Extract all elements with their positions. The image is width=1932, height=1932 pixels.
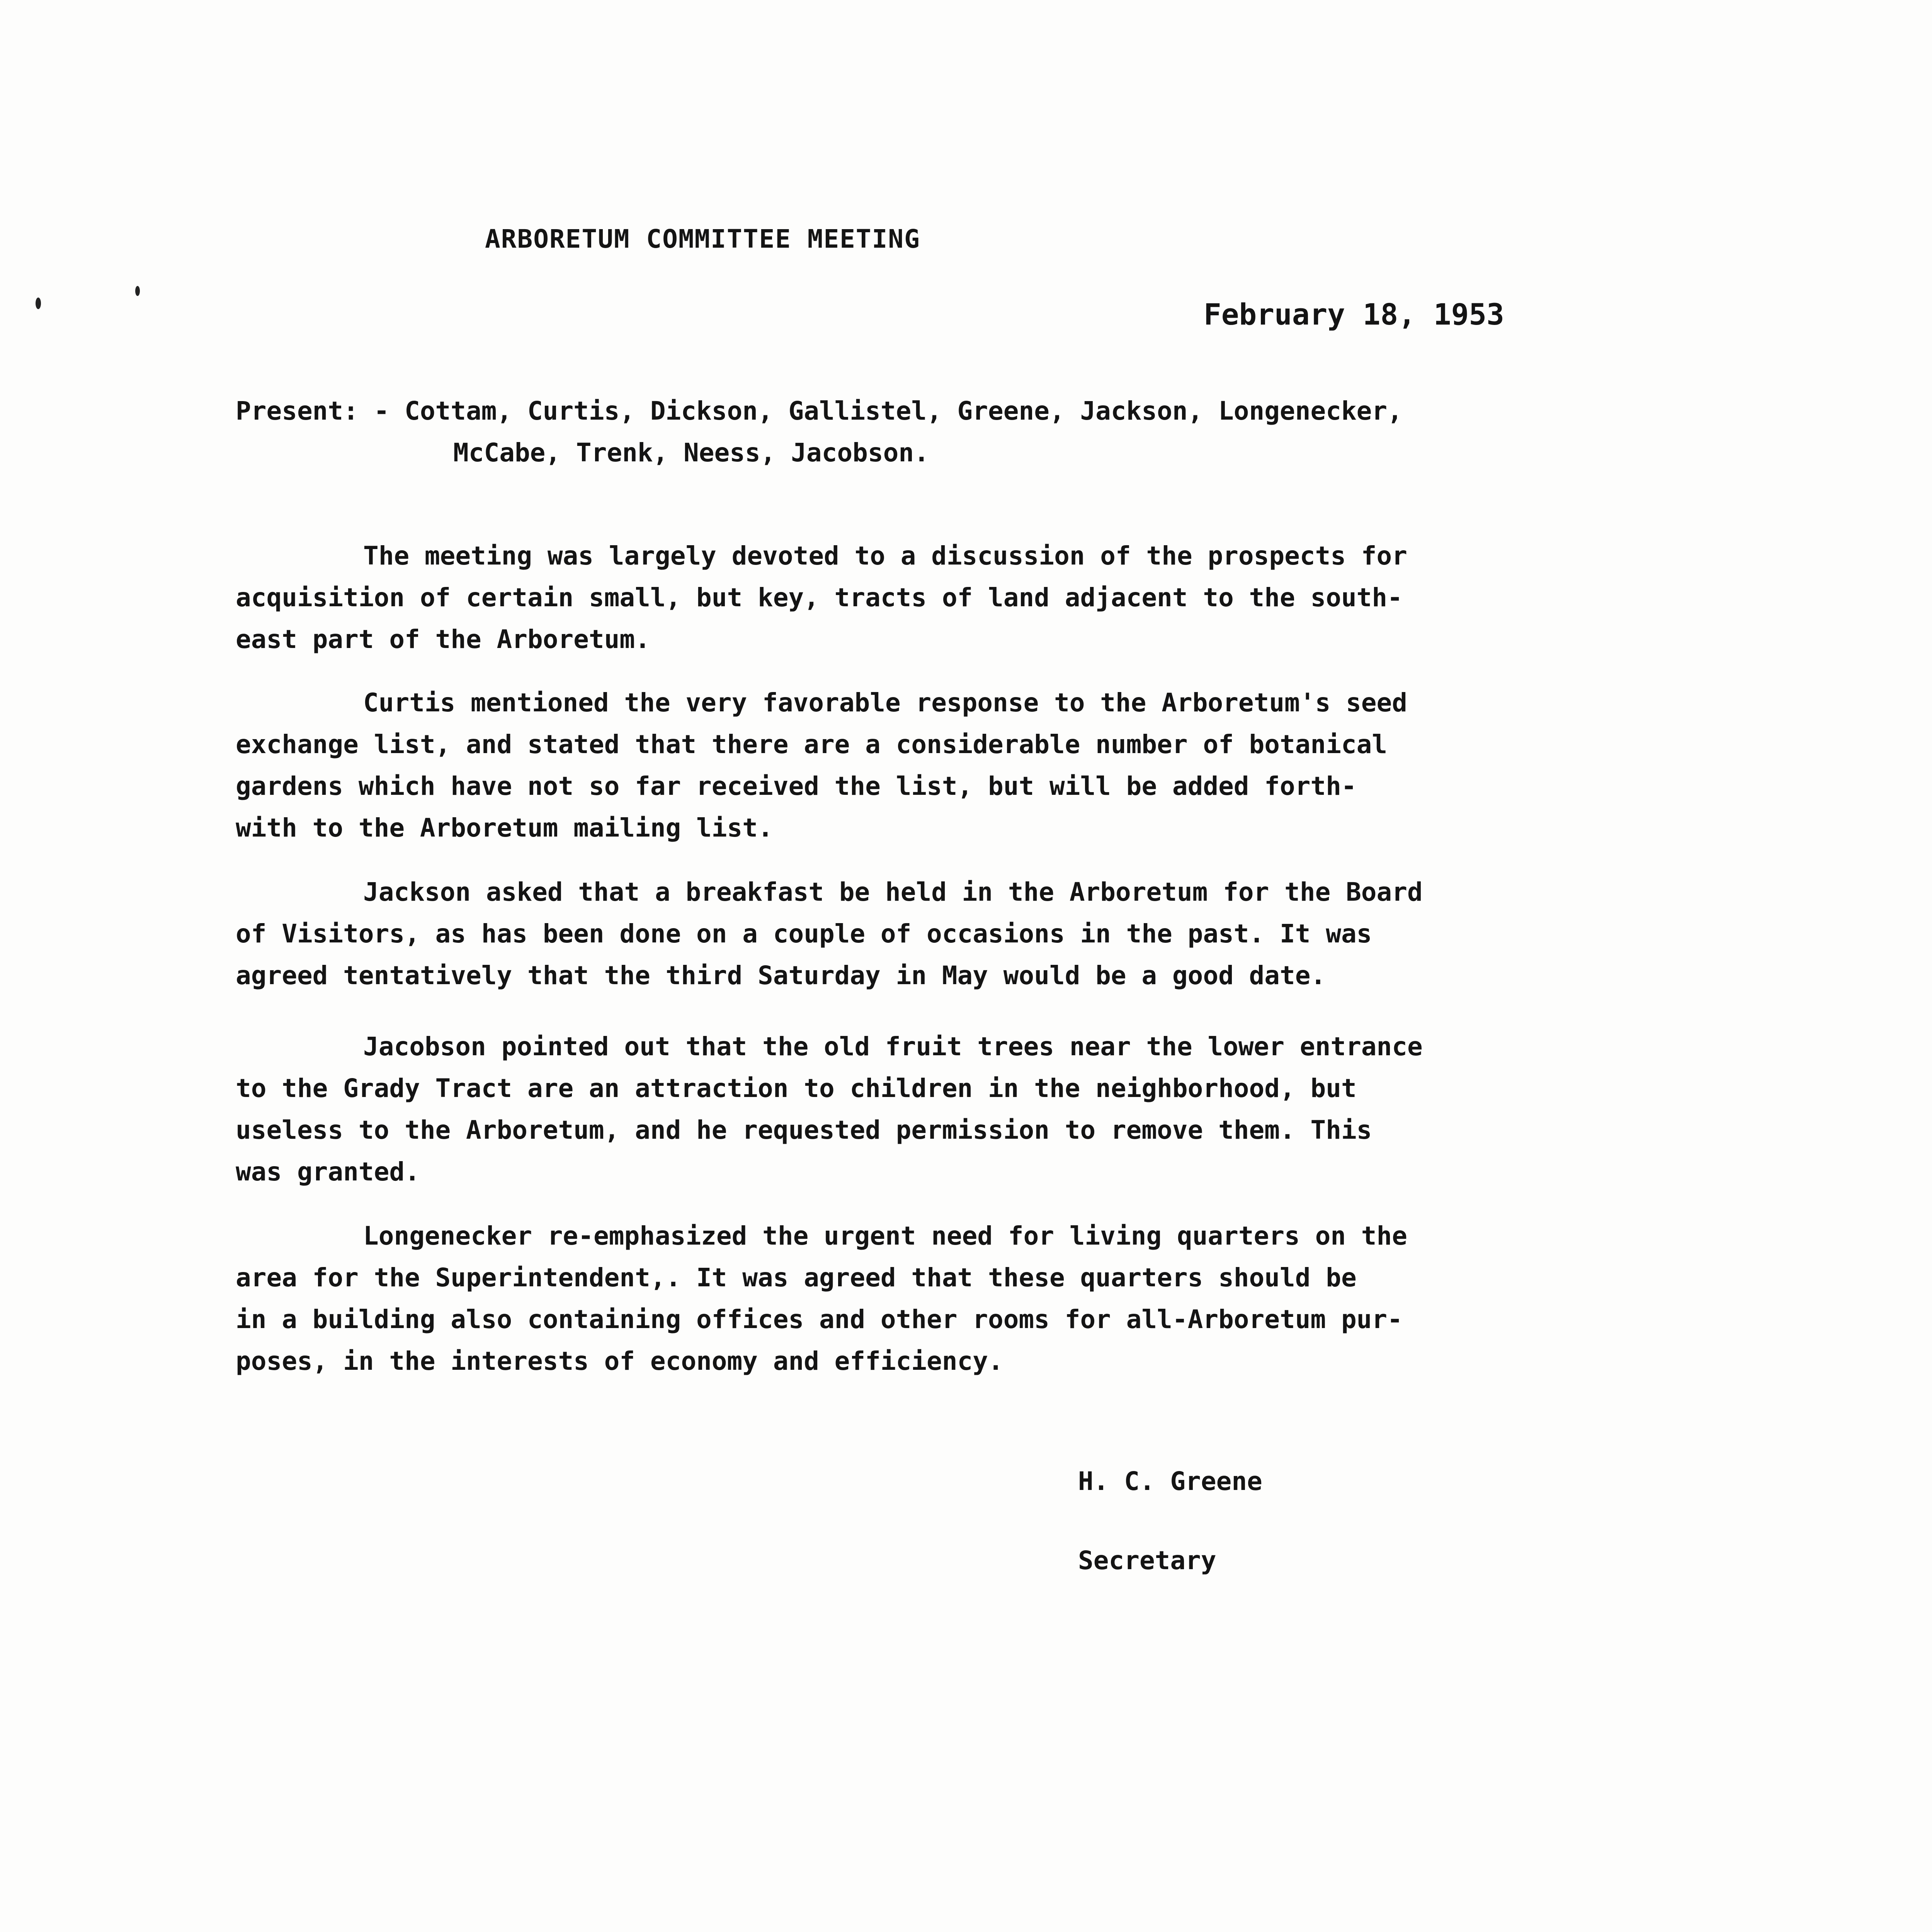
text-line: east part of the Arboretum.	[236, 624, 650, 654]
text-line: Longenecker re-emphasized the urgent need for living quarters on the	[363, 1221, 1408, 1251]
text-line: agreed tentatively that the third Saturday in May would be a good date.	[236, 961, 1326, 990]
minutes-paragraph	[236, 1215, 1712, 1382]
text-line: was granted.	[236, 1157, 420, 1187]
minutes-paragraph	[236, 871, 1712, 997]
minutes-paragraph	[236, 535, 1712, 660]
minutes-paragraph	[236, 682, 1712, 849]
minutes-paragraph	[236, 1026, 1712, 1193]
text-line: useless to the Arboretum, and he requested permission to remove them. This	[236, 1115, 1372, 1145]
text-line: area for the Superintendent,. It was agreed that these quarters should be	[236, 1263, 1357, 1293]
text-line: of Visitors, as has been done on a couple of occasions in the past. It was	[236, 919, 1372, 949]
text-line: to the Grady Tract are an attraction to children in the neighborhood, but	[236, 1073, 1357, 1103]
attendees-list	[236, 390, 1743, 474]
text-line: with to the Arboretum mailing list.	[236, 813, 773, 843]
text-line: gardens which have not so far received the list, but will be added forth-	[236, 771, 1357, 801]
attendees-line: McCabe, Trenk, Neess, Jacobson.	[453, 438, 929, 468]
text-line: acquisition of certain small, but key, tracts of land adjacent to the south-	[236, 583, 1403, 612]
text-line: in a building also containing offices and other rooms for all-Arboretum pur-	[236, 1304, 1403, 1334]
signature-title: Secretary	[1078, 1546, 1216, 1575]
scan-speck	[135, 286, 140, 296]
text-line: Jackson asked that a breakfast be held in the Arboretum for the Board	[363, 877, 1423, 907]
scan-speck	[36, 298, 41, 309]
text-line: poses, in the interests of economy and efficiency.	[236, 1346, 1003, 1376]
meeting-date: February 18, 1953	[1204, 297, 1504, 332]
text-line: The meeting was largely devoted to a discussion of the prospects for	[363, 541, 1408, 571]
text-line: exchange list, and stated that there are a considerable number of botanical	[236, 730, 1388, 759]
text-line: Curtis mentioned the very favorable response to the Arboretum's seed	[363, 688, 1408, 718]
signature-name: H. C. Greene	[1078, 1466, 1262, 1496]
attendees-line: Present: - Cottam, Curtis, Dickson, Gallistel, Greene, Jackson, Longenecker,	[236, 396, 1403, 426]
document-title: ARBORETUM COMMITTEE MEETING	[485, 224, 920, 254]
text-line: Jacobson pointed out that the old fruit trees near the lower entrance	[363, 1032, 1423, 1061]
